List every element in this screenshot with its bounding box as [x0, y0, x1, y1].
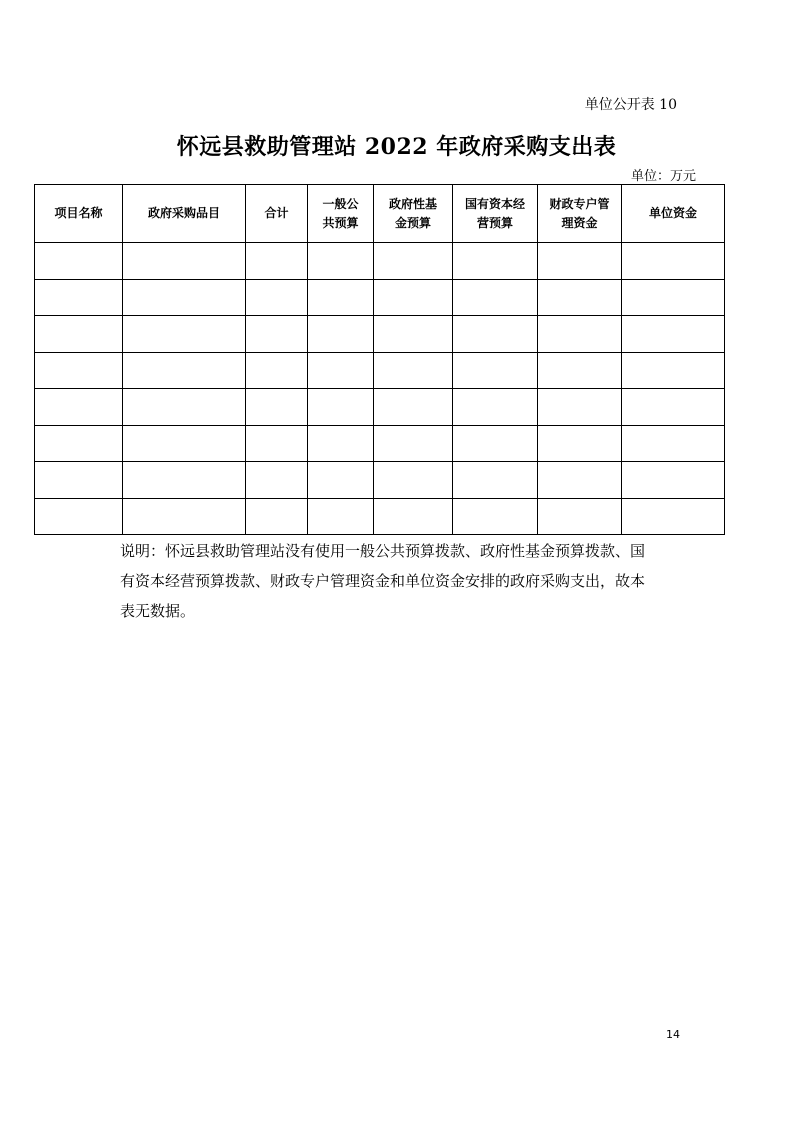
table-cell — [622, 316, 725, 353]
table-cell — [123, 498, 246, 535]
header-label: 合计 — [264, 206, 289, 220]
table-cell — [453, 243, 538, 280]
table-cell — [123, 352, 246, 389]
table-cell — [246, 316, 308, 353]
table-row — [35, 462, 725, 499]
table-row — [35, 243, 725, 280]
explanatory-note — [120, 536, 686, 626]
table-row — [35, 352, 725, 389]
table-cell — [538, 498, 622, 535]
table-cell — [123, 389, 246, 426]
page-title: 怀远县救助管理站 2022 年政府采购支出表 — [176, 134, 617, 160]
table-row — [35, 425, 725, 462]
table-cell — [246, 498, 308, 535]
table-cell — [538, 279, 622, 316]
header-special-account-funds — [538, 185, 622, 243]
header-label: 项目名称 — [54, 206, 103, 220]
table-cell — [246, 389, 308, 426]
header-project-name — [35, 185, 123, 243]
page-number: 14 — [666, 1028, 680, 1041]
table-cell — [308, 243, 374, 280]
table-cell — [622, 462, 725, 499]
table-cell — [308, 498, 374, 535]
table-cell — [123, 243, 246, 280]
table-cell — [35, 462, 123, 499]
header-procurement-item — [123, 185, 246, 243]
table-cell — [35, 389, 123, 426]
table-row — [35, 316, 725, 353]
table-cell — [453, 389, 538, 426]
table-cell — [453, 462, 538, 499]
header-label: 政府采购品目 — [147, 206, 220, 220]
table-cell — [374, 352, 453, 389]
table-cell — [35, 316, 123, 353]
table-cell — [622, 425, 725, 462]
table-cell — [622, 243, 725, 280]
header-label-line2: 金预算 — [394, 215, 431, 230]
table-cell — [35, 425, 123, 462]
table-cell — [246, 425, 308, 462]
table-cell — [622, 498, 725, 535]
table-cell — [246, 462, 308, 499]
table-cell — [374, 389, 453, 426]
table-cell — [374, 462, 453, 499]
table-row — [35, 389, 725, 426]
table-cell — [35, 352, 123, 389]
table-cell — [123, 279, 246, 316]
header-label-line2: 营预算 — [476, 215, 513, 230]
table-cell — [538, 352, 622, 389]
table-cell — [308, 279, 374, 316]
table-row — [35, 498, 725, 535]
table-cell — [308, 389, 374, 426]
table-cell — [453, 279, 538, 316]
table-cell — [35, 498, 123, 535]
table-cell — [453, 316, 538, 353]
table-cell — [538, 316, 622, 353]
table-cell — [35, 279, 123, 316]
note-line: 有资本经营预算拨款、财政专户管理资金和单位资金安排的政府采购支出，故本 — [120, 572, 646, 590]
table-cell — [123, 316, 246, 353]
header-state-capital-budget — [453, 185, 538, 243]
table-row — [35, 279, 725, 316]
table-cell — [246, 279, 308, 316]
table-cell — [308, 316, 374, 353]
table-cell — [308, 352, 374, 389]
header-total — [246, 185, 308, 243]
header-fund-budget — [374, 185, 453, 243]
procurement-table — [34, 184, 725, 535]
table-cell — [453, 498, 538, 535]
table-cell — [622, 389, 725, 426]
header-row — [35, 185, 725, 243]
table-cell — [538, 462, 622, 499]
header-label-line2: 共预算 — [322, 215, 359, 230]
table-cell — [374, 316, 453, 353]
table-cell — [35, 243, 123, 280]
table-cell — [246, 243, 308, 280]
table-cell — [622, 352, 725, 389]
table-cell — [453, 352, 538, 389]
table-cell — [374, 243, 453, 280]
table-cell — [374, 425, 453, 462]
header-general-budget — [308, 185, 374, 243]
table-cell — [374, 279, 453, 316]
table-cell — [308, 462, 374, 499]
note-line: 表无数据。 — [120, 602, 196, 620]
table-cell — [538, 243, 622, 280]
table-cell — [123, 425, 246, 462]
table-label: 单位公开表 10 — [584, 97, 677, 113]
note-line: 说明：怀远县救助管理站没有使用一般公共预算拨款、政府性基金预算拨款、国 — [120, 542, 646, 560]
table-cell — [453, 425, 538, 462]
header-label-line1: 国有资本经 — [464, 196, 525, 211]
table-cell — [374, 498, 453, 535]
header-label-line1: 政府性基 — [388, 196, 437, 211]
table-cell — [308, 425, 374, 462]
unit-label: 单位：万元 — [630, 169, 696, 184]
table-cell — [123, 462, 246, 499]
header-label-line1: 一般公 — [322, 196, 359, 211]
table-cell — [622, 279, 725, 316]
table-cell — [246, 352, 308, 389]
header-label: 单位资金 — [648, 206, 697, 220]
table-body — [35, 243, 725, 535]
header-unit-funds — [622, 185, 725, 243]
header-label-line1: 财政专户管 — [549, 196, 610, 211]
table-cell — [538, 425, 622, 462]
header-label-line2: 理资金 — [561, 215, 598, 230]
table-cell — [538, 389, 622, 426]
